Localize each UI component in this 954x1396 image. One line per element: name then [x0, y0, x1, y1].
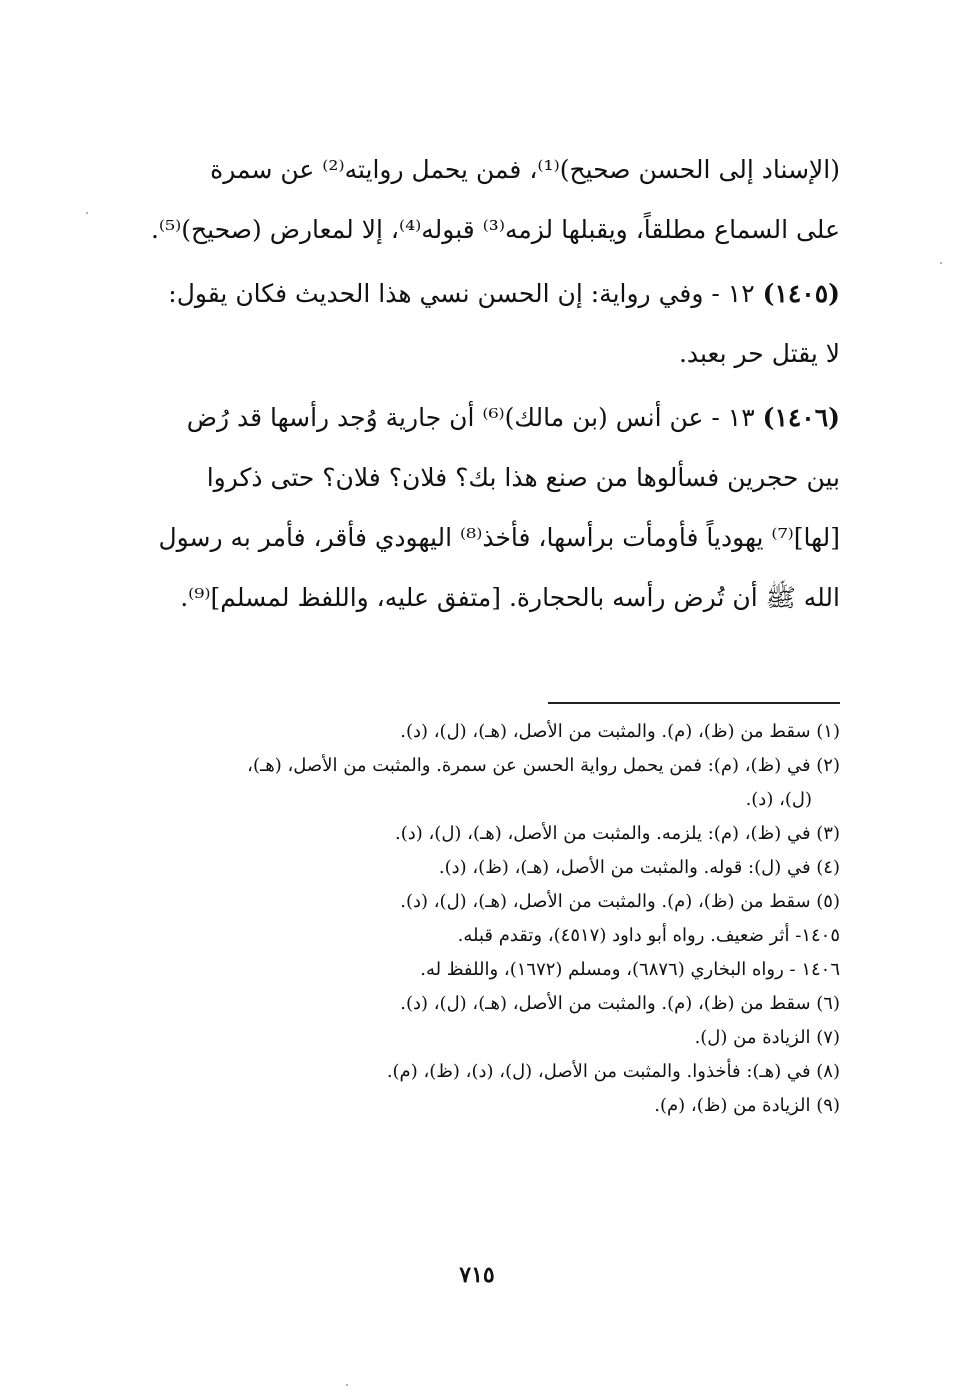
paragraph-1405: [128, 264, 840, 384]
text-line: على السماع مطلقاً، ويقبلها لزمه⁽³⁾ قبوله⁽⁴⁾، إلا لمعارض (صحيح)⁽⁵⁾.: [150, 215, 840, 244]
hadith-number: (١٤٠٥): [762, 279, 840, 308]
footnote: (١) سقط من (ظ)، (م). والمثبت من الأصل، (هـ)، (ل)، (د).: [400, 721, 840, 742]
footnote: (٥) سقط من (ظ)، (م). والمثبت من الأصل، (هـ)، (ل)، (د).: [400, 891, 840, 912]
page-number: ٧١٥: [459, 1262, 495, 1288]
footnote: (٦) سقط من (ظ)، (م). والمثبت من الأصل، (هـ)، (ل)، (د).: [400, 993, 840, 1014]
text-line: (الإسناد إلى الحسن صحيح)⁽¹⁾، فمن يحمل روايته⁽²⁾ عن سمرة: [210, 155, 840, 184]
paragraph-isnad: [128, 140, 840, 260]
footnote: (٧) الزيادة من (ل).: [694, 1027, 840, 1048]
footnote: (٨) في (هـ): فأخذوا. والمثبت من الأصل، (ل)، (د)، (ظ)، (م).: [386, 1061, 840, 1082]
footnote: ١٤٠٥- أثر ضعيف. رواه أبو داود (٤٥١٧)، وتقدم قبله.: [457, 925, 840, 946]
footnotes: [128, 715, 840, 1123]
footnote: (٣) في (ظ)، (م): يلزمه. والمثبت من الأصل، (هـ)، (ل)، (د).: [394, 823, 840, 844]
scan-speck: [86, 212, 88, 214]
text-line: لا يقتل حر بعبد.: [678, 339, 840, 368]
footnote: (٩) الزيادة من (ظ)، (م).: [654, 1095, 840, 1116]
main-text: [128, 140, 840, 628]
footnote: (٢) في (ظ)، (م): فمن يحمل رواية الحسن عن سمرة. والمثبت من الأصل، (هـ)،: [247, 755, 840, 776]
scan-speck: [940, 262, 942, 264]
footnote: (٤) في (ل): قوله. والمثبت من الأصل، (هـ)، (ظ)، (د).: [438, 857, 840, 878]
text-line: [لها]⁽⁷⁾ يهودياً فأومأت برأسها، فأخذ⁽⁸⁾ اليهودي فأقر، فأمر به رسول: [158, 523, 840, 552]
text-segment: ١٢ - وفي رواية: إن الحسن نسي هذا الحديث فكان يقول:: [168, 279, 755, 308]
footnote: ١٤٠٦ - رواه البخاري (٦٨٧٦)، ومسلم (١٦٧٢)، واللفظ له.: [420, 959, 840, 980]
hadith-number: (١٤٠٦): [762, 403, 840, 432]
paragraph-1406: [128, 388, 840, 628]
text-line: [128, 388, 840, 448]
text-line: الله ﷺ أن تُرض رأسه بالحجارة. [متفق عليه، واللفظ لمسلم]⁽⁹⁾.: [180, 583, 840, 612]
text-line: [128, 264, 840, 324]
footnote-continuation: (ل)، (د).: [745, 789, 812, 810]
text-line: بين حجرين فسألوها من صنع هذا بك؟ فلان؟ فلان؟ حتى ذكروا: [206, 463, 840, 492]
footnote-separator: [548, 702, 840, 704]
scan-speck: [346, 1384, 348, 1386]
text-segment: ١٣ - عن أنس (بن مالك)⁽⁶⁾ أن جارية وُجد رأسها قد رُض: [186, 403, 755, 432]
